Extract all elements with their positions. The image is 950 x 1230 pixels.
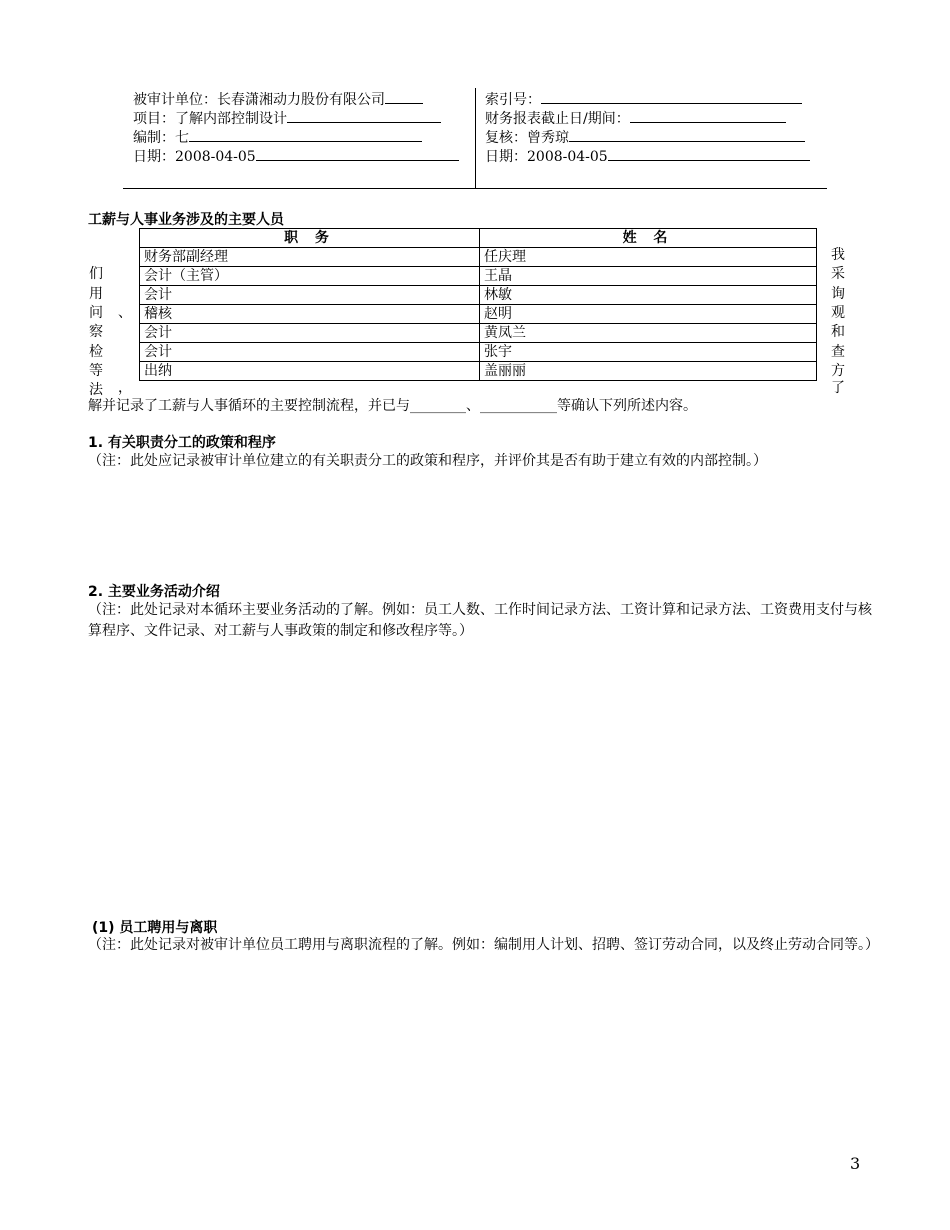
index-line — [485, 90, 802, 109]
section-1-note: （注：此处应记录被审计单位建立的有关职责分工的政策和程序，并评价其是否有助于建立有效的内部控制。） — [88, 453, 767, 469]
name-cell: 任庆理 — [480, 248, 817, 267]
section-2-title: 2. 主要业务活动介绍 — [88, 584, 220, 600]
project-line — [133, 109, 441, 128]
period-label: 财务报表截止日/期间： — [485, 111, 630, 127]
blank-line — [541, 90, 802, 104]
side-char: 我 — [831, 247, 845, 263]
side-char: 采 — [831, 266, 845, 282]
index-label: 索引号： — [485, 92, 541, 108]
name-cell: 黄凤兰 — [480, 324, 817, 343]
side-char: 和 — [831, 324, 845, 340]
audited-unit-label: 被审计单位： — [133, 92, 217, 108]
table-row — [140, 248, 817, 267]
side-punct: ， — [118, 380, 132, 396]
date-right-value: 2008-04-05 — [527, 149, 608, 165]
section-2-note: （注：此处记录对本循环主要业务活动的了解。例如：员工人数、工作时间记录方法、工资计算和记录方法、工资费用支付与核算程序、文件记录、对工薪与人事政策的制定和修改程序等。） — [88, 602, 872, 639]
project-label: 项目： — [133, 111, 175, 127]
name-cell: 林敏 — [480, 286, 817, 305]
column-header-name: 姓 名 — [480, 229, 817, 248]
date-left-line — [133, 147, 459, 166]
side-char: 用 — [89, 286, 103, 302]
subsection-1-note: （注：此处记录对被审计单位员工聘用与离职流程的了解。例如：编制用人计划、招聘、签订劳动合同，以及终止劳动合同等。） — [88, 937, 879, 953]
date-left-label: 日期： — [133, 149, 175, 165]
date-right-line — [485, 147, 810, 166]
page-number: 3 — [850, 1154, 861, 1173]
date-right-label: 日期： — [485, 149, 527, 165]
side-char: 等 — [89, 363, 103, 379]
prepared-by-value: 七 — [175, 130, 189, 146]
blank-line — [189, 128, 422, 142]
name-cell: 盖丽丽 — [480, 362, 817, 381]
date-left-value: 2008-04-05 — [175, 149, 256, 165]
column-header-position: 职 务 — [140, 229, 480, 248]
side-char: 法 — [89, 382, 103, 398]
audited-unit-value: 长春潇湘动力股份有限公司 — [217, 92, 385, 108]
table-row — [140, 305, 817, 324]
side-char: 方 — [831, 363, 845, 379]
position-cell: 稽核 — [140, 305, 480, 324]
section-1-title: 1. 有关职责分工的政策和程序 — [88, 435, 276, 451]
side-punct: 、 — [118, 305, 132, 321]
audited-unit-line — [133, 90, 423, 109]
table-row — [140, 286, 817, 305]
side-char: 了 — [831, 380, 845, 396]
side-char: 询 — [831, 286, 845, 302]
side-char: 们 — [89, 266, 103, 282]
name-cell: 赵明 — [480, 305, 817, 324]
side-char: 观 — [831, 305, 845, 321]
table-header-row — [140, 229, 817, 248]
section-title: 工薪与人事业务涉及的主要人员 — [88, 212, 284, 228]
period-line — [485, 109, 786, 128]
table-row — [140, 343, 817, 362]
table-row — [140, 267, 817, 286]
side-char: 检 — [89, 344, 103, 360]
side-char: 问 — [89, 305, 103, 321]
position-cell: 财务部副经理 — [140, 248, 480, 267]
confirmation-sentence: 解并记录了工薪与人事循环的主要控制流程，并已与________、___________等确认下列所述内容。 — [88, 398, 697, 414]
table-row — [140, 324, 817, 343]
header-divider — [475, 88, 476, 188]
prepared-by-line — [133, 128, 422, 147]
name-cell: 王晶 — [480, 267, 817, 286]
side-char: 察 — [89, 324, 103, 340]
side-char: 查 — [831, 344, 845, 360]
blank-line — [608, 147, 810, 161]
prepared-by-label: 编制： — [133, 130, 175, 146]
staff-table — [139, 228, 817, 381]
table-row — [140, 362, 817, 381]
reviewer-label: 复核： — [485, 130, 527, 146]
position-cell: 会计 — [140, 343, 480, 362]
position-cell: 会计 — [140, 324, 480, 343]
reviewer-line — [485, 128, 805, 147]
reviewer-value: 曾秀琼 — [527, 130, 569, 146]
name-cell: 张宇 — [480, 343, 817, 362]
blank-line — [630, 109, 786, 123]
blank-line — [385, 90, 423, 104]
subsection-1-title: (1) 员工聘用与离职 — [92, 920, 218, 936]
blank-line — [569, 128, 805, 142]
header-bottom-rule — [123, 188, 827, 189]
project-value: 了解内部控制设计 — [175, 111, 287, 127]
blank-line — [256, 147, 459, 161]
blank-line — [287, 109, 441, 123]
position-cell: 会计 — [140, 286, 480, 305]
position-cell: 出纳 — [140, 362, 480, 381]
position-cell: 会计（主管） — [140, 267, 480, 286]
